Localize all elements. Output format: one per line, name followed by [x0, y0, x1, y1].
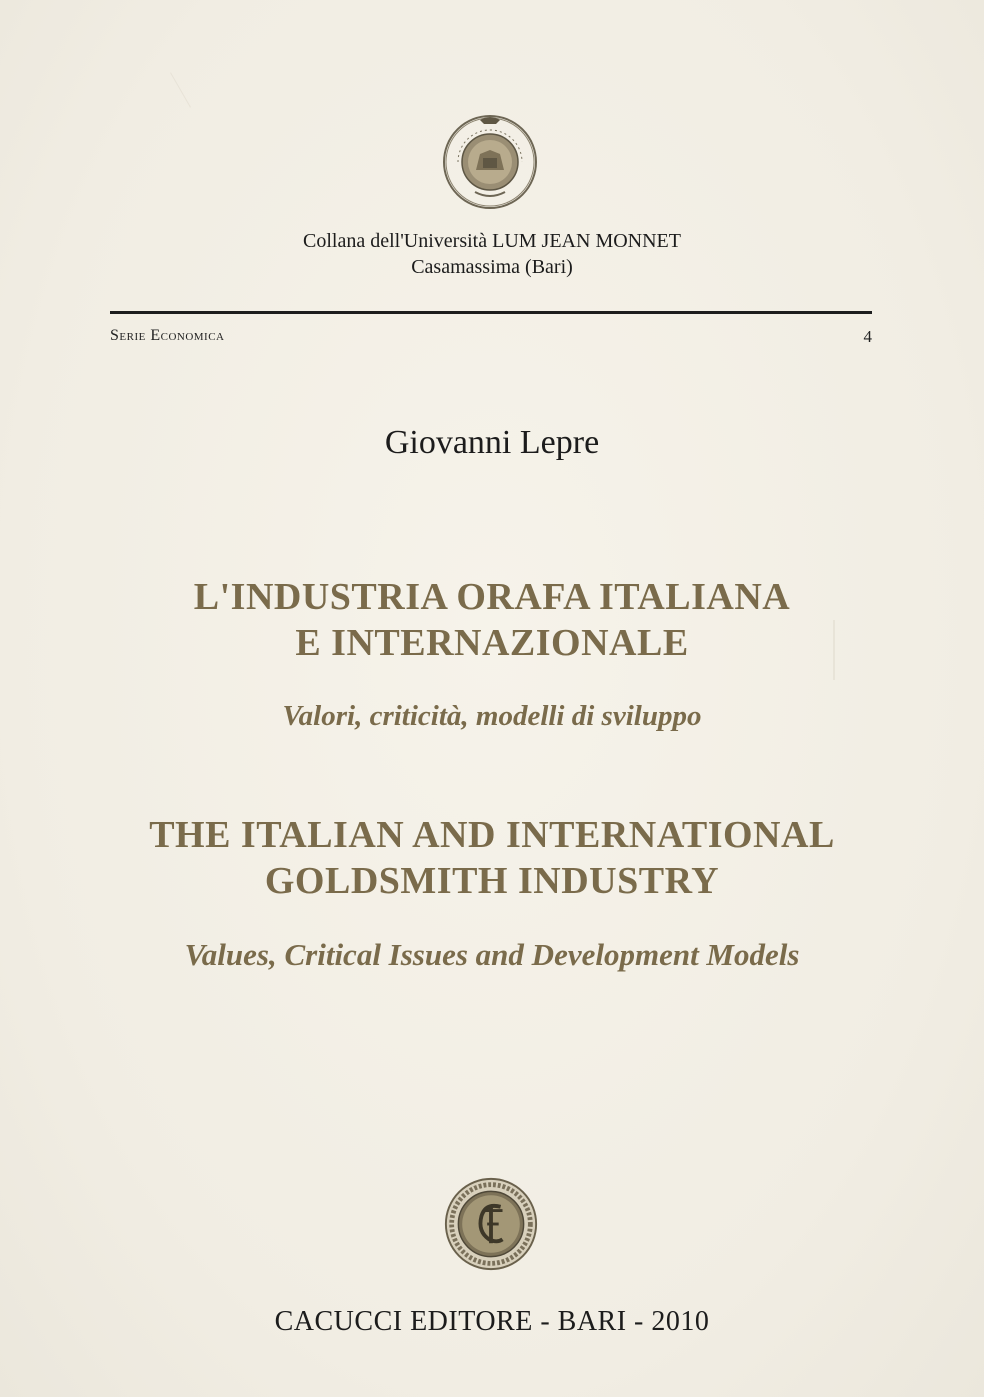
series-number: 4 [863, 327, 872, 346]
subtitle-english: Values, Critical Issues and Development Models [184, 937, 800, 972]
title-english-line-1: THE ITALIAN AND INTERNATIONAL [149, 814, 835, 856]
title-italian [0, 574, 984, 666]
paper-crease [170, 72, 191, 107]
collana-line-1: Collana dell'Università LUM JEAN MONNET [303, 230, 681, 252]
subtitle-italian: Valori, criticità, modelli di sviluppo [282, 700, 702, 732]
title-english [0, 812, 984, 904]
header-rule [110, 311, 872, 314]
collana-block [0, 228, 984, 280]
publisher-imprint: CACUCCI EDITORE - BARI - 2010 [274, 1306, 710, 1337]
title-english-line-2: GOLDSMITH INDUSTRY [264, 860, 720, 902]
title-italian-line-1: L'INDUSTRIA ORAFA ITALIANA [193, 576, 791, 618]
title-italian-line-2: E INTERNAZIONALE [295, 622, 689, 664]
collana-line-2: Casamassima (Bari) [411, 256, 573, 278]
publisher-monogram-icon [443, 1176, 539, 1272]
university-seal-icon [440, 112, 540, 212]
series-name: Serie Economica [110, 327, 225, 344]
author-name: Giovanni Lepre [384, 424, 600, 461]
